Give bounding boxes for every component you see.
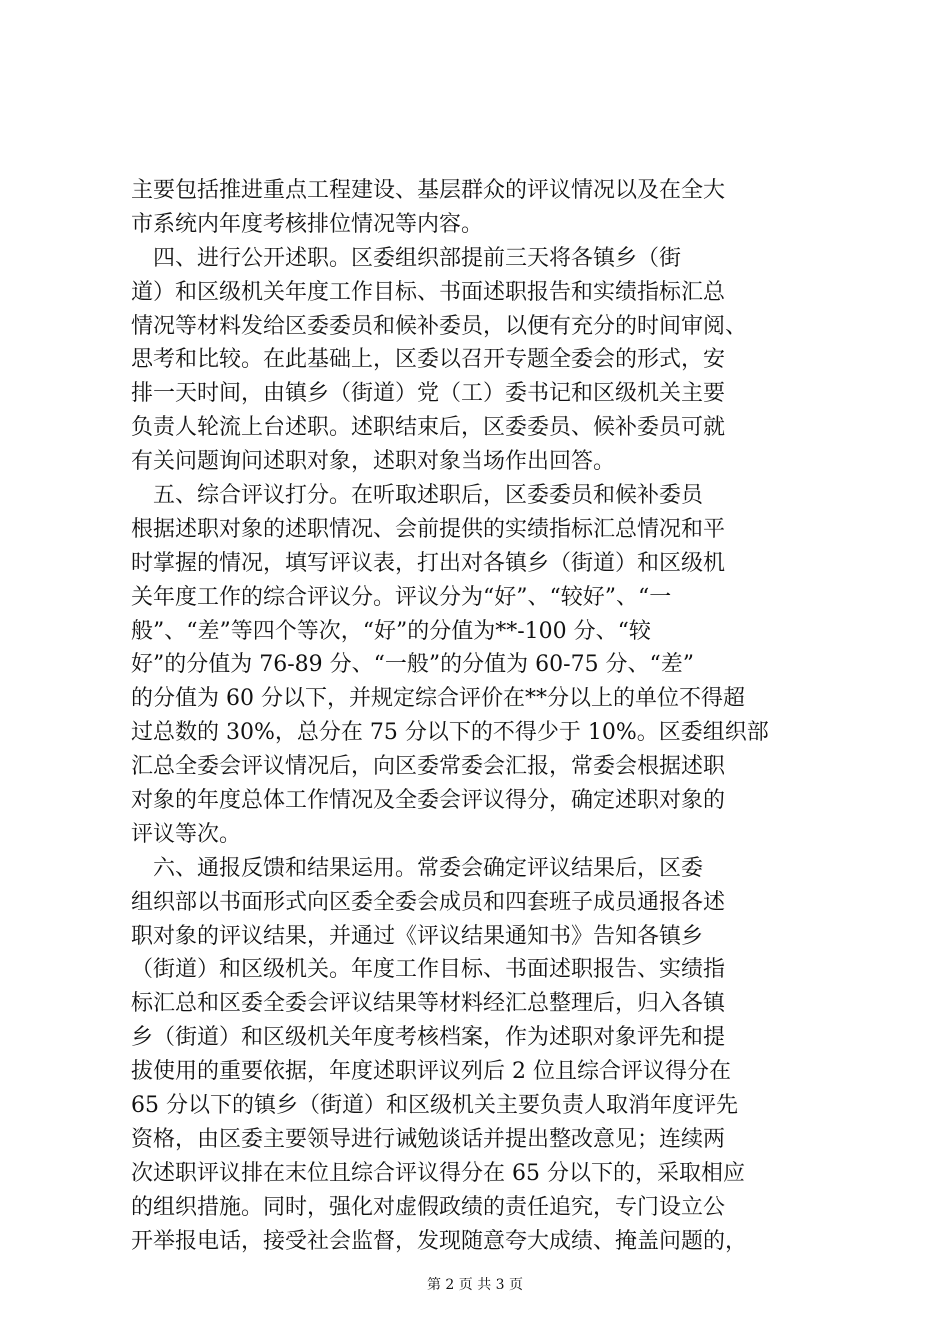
text-line: 排一天时间，由镇乡（街道）党（工）委书记和区级机关主要 [131, 381, 726, 407]
text-line: 般”、“差”等四个等次，“好”的分值为**-100 分、“较 [131, 618, 651, 644]
text-line: 道）和区级机关年度工作目标、书面述职报告和实绩指标汇总 [131, 279, 726, 305]
text-line: 五、综合评议打分。在听取述职后，区委委员和候补委员 [131, 483, 704, 509]
text-line: 职对象的评议结果，并通过《评议结果通知书》告知各镇乡 [131, 923, 704, 949]
text-line: 市系统内年度考核排位情况等内容。 [131, 211, 484, 237]
text-line: 标汇总和区委全委会评议结果等材料经汇总整理后，归入各镇 [131, 991, 726, 1017]
text-line: 根据述职对象的述职情况、会前提供的实绩指标汇总情况和平 [131, 516, 726, 542]
text-line: 的组织措施。同时，强化对虚假政绩的责任追究，专门设立公 [131, 1194, 726, 1220]
text-line: 开举报电话，接受社会监督，发现随意夸大成绩、掩盖问题的， [131, 1228, 748, 1254]
document-body [131, 175, 853, 1260]
text-line: 时掌握的情况，填写评议表，打出对各镇乡（街道）和区级机 [131, 550, 726, 576]
text-line: 关年度工作的综合评议分。评议分为“好”、“较好”、“一 [131, 584, 672, 610]
text-line: 评议等次。 [131, 821, 242, 847]
text-line: 思考和比较。在此基础上，区委以召开专题全委会的形式，安 [131, 347, 726, 373]
text-line: 六、通报反馈和结果运用。常委会确定评议结果后，区委 [131, 855, 704, 881]
text-line: 情况等材料发给区委委员和候补委员，以便有充分的时间审阅、 [131, 313, 748, 339]
page-number-footer: 第 2 页 共 3 页 [426, 1277, 524, 1293]
text-line: 过总数的 30%，总分在 75 分以下的不得少于 10%。区委组织部 [131, 720, 769, 746]
text-line: （街道）和区级机关。年度工作目标、书面述职报告、实绩指 [131, 957, 726, 983]
text-line: 65 分以下的镇乡（街道）和区级机关主要负责人取消年度评先 [131, 1093, 738, 1119]
text-line: 次述职评议排在末位且综合评议得分在 65 分以下的，采取相应 [131, 1160, 745, 1186]
text-line: 主要包括推进重点工程建设、基层群众的评议情况以及在全大 [131, 178, 726, 203]
text-line: 组织部以书面形式向区委全委会成员和四套班子成员通报各述 [131, 889, 726, 915]
text-line: 资格，由区委主要领导进行诫勉谈话并提出整改意见；连续两 [131, 1126, 726, 1152]
text-line: 负责人轮流上台述职。述职结束后，区委委员、候补委员可就 [131, 415, 726, 441]
text-line: 有关问题询问述职对象，述职对象当场作出回答。 [131, 449, 616, 475]
text-line: 乡（街道）和区级机关年度考核档案，作为述职对象评先和提 [131, 1025, 726, 1051]
text-line: 拔使用的重要依据，年度述职评议列后 2 位且综合评议得分在 [131, 1059, 731, 1085]
text-line: 汇总全委会评议情况后，向区委常委会汇报，常委会根据述职 [131, 754, 726, 780]
text-line: 四、进行公开述职。区委组织部提前三天将各镇乡（街 [131, 245, 682, 271]
text-line: 对象的年度总体工作情况及全委会评议得分，确定述职对象的 [131, 788, 726, 814]
text-line: 好”的分值为 76-89 分、“一般”的分值为 60-75 分、“差” [131, 652, 695, 678]
text-line: 的分值为 60 分以下，并规定综合评价在**分以上的单位不得超 [131, 686, 745, 712]
